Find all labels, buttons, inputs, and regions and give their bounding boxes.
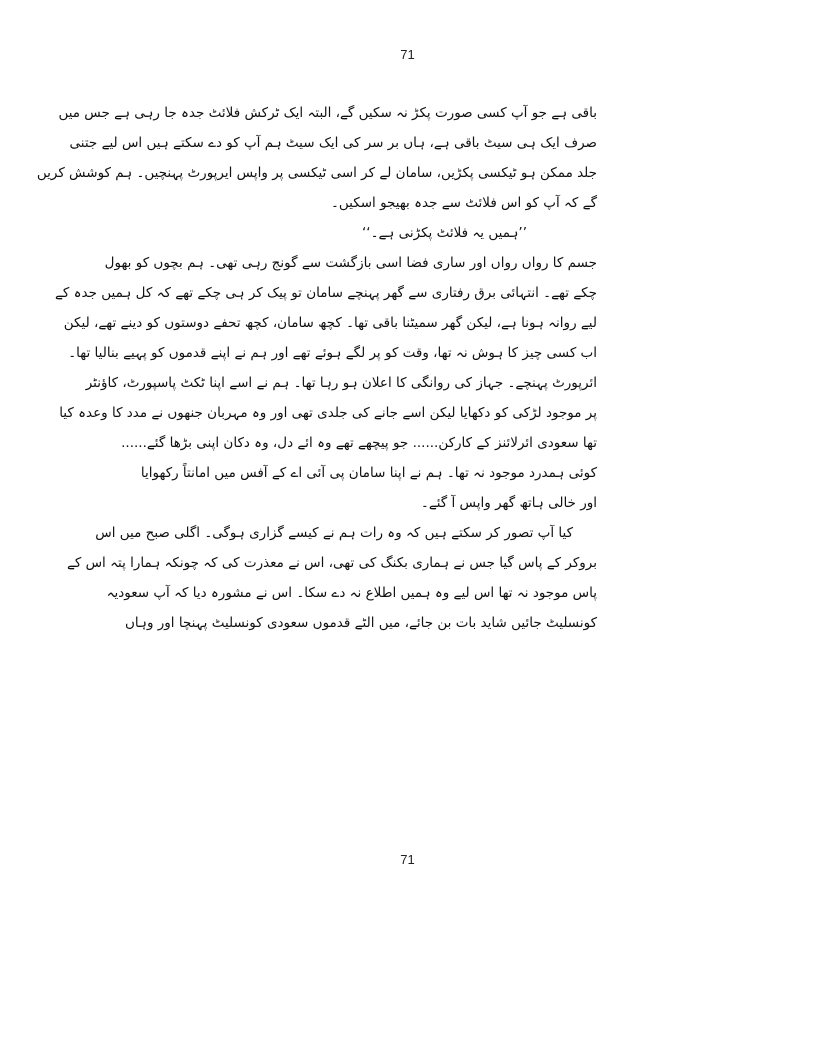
text-line: جلد ممکن ہو ٹیکسی پکڑیں، سامان لے کر اسی ٹیکسی پر واپس ایرپورٹ پہنچیں۔ ہم کوشش کریں <box>36 165 597 181</box>
text-line: چکے تھے۔ انتہائی برق رفتاری سے گھر پہنچے سامان تو پیک کر ہی چکے تھے کہ کل ہمیں جدہ کے <box>55 285 597 301</box>
text-line: ائرپورٹ پہنچے۔ جہاز کی روانگی کا اعلان ہو رہا تھا۔ ہم نے اسے اپنا ٹکٹ پاسپورٹ، کاؤنٹر <box>85 375 597 391</box>
text-line: جسم کا رواں رواں اور ساری فضا اسی بازگشت سے گونج رہی تھی۔ ہم بچوں کو بھول <box>104 255 597 271</box>
text-line: پر موجود لڑکی کو دکھایا لیکن اسے جانے کی جلدی تھی اور وہ مہربان جنھوں نے مدد کا وعدہ کیا <box>59 405 597 421</box>
text-line: کوئی ہمدرد موجود نہ تھا۔ ہم نے اپنا سامان پی آئی اے کے آفس میں امانتاً رکھوایا <box>140 465 597 481</box>
text-line: بروکر کے پاس گیا جس نے ہماری بکنگ کی تھی، اس نے معذرت کی کہ چونکہ ہمارا پتہ اس کے <box>66 555 597 571</box>
text-line: صرف ایک ہی سیٹ باقی ہے، ہاں بر سر کی ایک سیٹ ہم آپ کو دے سکتے ہیں اس لیے جتنی <box>69 135 597 151</box>
text-line: کیا آپ تصور کر سکتے ہیں کہ وہ رات ہم نے کیسے گزاری ہوگی۔ اگلی صبح میں اس <box>95 525 573 541</box>
text-line: گے کہ آپ کو اس فلائٹ سے جدہ بھیجو اسکیں۔ <box>331 195 597 211</box>
body-text <box>36 98 597 638</box>
text-line: تھا سعودی ائرلائنز کے کارکن...... جو پیچھے تھے وہ ائے دل، وہ دکان اپنی بڑھا گئے...... <box>121 435 597 451</box>
quoted-line: ’’ہمیں یہ فلائٹ پکڑنی ہے۔‘‘ <box>362 225 527 241</box>
text-line: اب کسی چیز کا ہوش نہ تھا، وقت کو پر لگے ہوئے تھے اور ہم نے اپنے قدموں کو پہیے بنالیا تھا۔ <box>68 345 597 361</box>
text-line: پاس موجود نہ تھا اس لیے وہ ہمیں اطلاع نہ دے سکا۔ اس نے مشورہ دیا کہ آپ سعودیہ <box>106 585 597 601</box>
text-line: لیے روانہ ہونا ہے، لیکن گھر سمیٹنا باقی تھا۔ کچھ سامان، کچھ تحفے دوستوں کو دینے تھے، لیکن <box>63 315 597 331</box>
text-line: باقی ہے جو آپ کسی صورت پکڑ نہ سکیں گے، البتہ ایک ٹرکش فلائٹ جدہ جا رہی ہے جس میں <box>58 105 597 121</box>
text-line: اور خالی ہاتھ گھر واپس آ گئے۔ <box>420 495 597 511</box>
page-number-bottom: 71 <box>400 852 415 867</box>
text-line: کونسلیٹ جائیں شاید بات بن جائے، میں الٹے قدموں سعودی کونسلیٹ پہنچا اور وہاں <box>125 615 597 631</box>
page-number-top: 71 <box>400 47 415 62</box>
